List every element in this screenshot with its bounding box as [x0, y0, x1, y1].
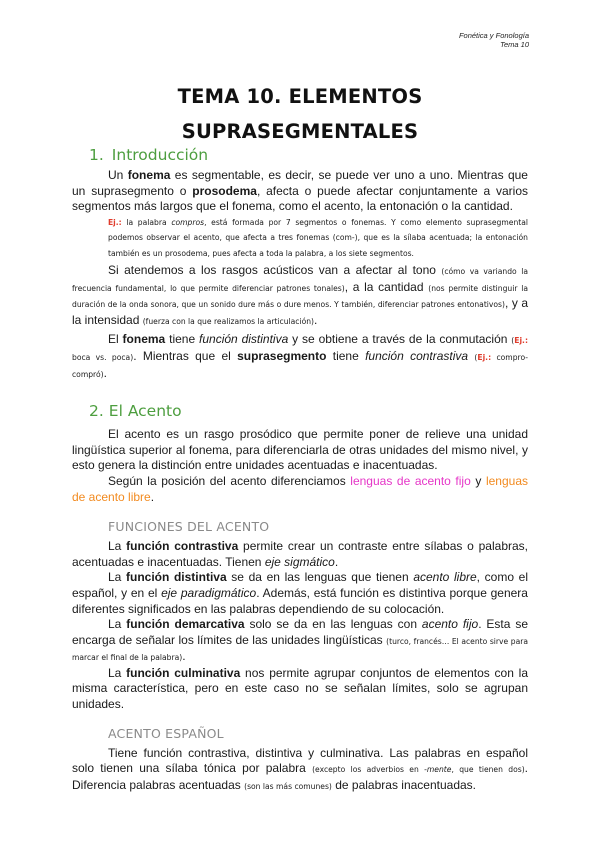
section-number: 1.: [89, 146, 104, 164]
example-label: Ej.:: [108, 217, 122, 227]
term-acento-libre: lenguas de acento libre: [72, 473, 528, 504]
text: La: [108, 570, 126, 585]
document-body: [72, 145, 528, 794]
term: función demarcativa: [126, 617, 245, 632]
text: .: [103, 365, 107, 380]
term-italic: acento libre: [413, 570, 477, 585]
text: es segmentable, es decir, se puede ver uno a uno. Mientras que un suprasegmento o: [72, 168, 528, 198]
example-label: Ej.:: [477, 352, 492, 362]
text: Si atendemos a los rasgos acústicos van a afectar al tono: [108, 263, 442, 277]
funcion-culminativa-paragraph: [72, 666, 528, 713]
text: La: [108, 617, 127, 632]
header-unit: Tema 10: [500, 40, 529, 49]
note: (turco, francés… El acento sirve para marcar el final de la palabra): [72, 636, 529, 663]
text: permite crear un contraste entre sílabas o palabras, acentuadas e inacentuadas. Tienen: [72, 539, 529, 569]
page-title: [0, 79, 600, 149]
text: , a la cantidad: [344, 279, 429, 294]
text: tiene: [326, 348, 366, 363]
intro-paragraph-2: [72, 263, 528, 329]
term: función culminativa: [126, 665, 241, 680]
text: y: [470, 473, 486, 488]
text: , está formada por 7 segmentos o fonemas. Y como elemento suprasegmental podemos observar el acento, que afecta a tres fonemas (com-), que es la sílaba acentuada; la entonación también es un prosodema, pues afecta a toda la palabra, a los siete segmentos.: [108, 217, 528, 258]
title-line-1: TEMA 10. ELEMENTOS: [177, 85, 423, 108]
term: función distintiva: [126, 570, 227, 585]
text: El: [108, 332, 123, 347]
page-header: [459, 31, 529, 49]
text: se da en las lenguas que tienen: [226, 570, 414, 585]
text: .: [182, 649, 186, 664]
text: . Mientras que el: [133, 348, 238, 363]
text: Un: [108, 168, 128, 182]
text: , y a la intensidad: [72, 296, 528, 327]
section-acento-heading: [72, 401, 528, 421]
acento-paragraph-2: [72, 474, 528, 505]
intro-paragraph-1: [72, 168, 528, 215]
example-word: compros: [171, 217, 205, 227]
text: Según la posición del acento diferenciamos: [108, 473, 351, 488]
text: La: [108, 665, 127, 680]
text: de palabras inacentuadas.: [331, 777, 476, 792]
text: nos permite agrupar conjuntos de elementos con la misma característica, pero en este caso no se señalan límites, solo se agrupan unidades.: [72, 665, 529, 712]
section-title: El Acento: [108, 402, 182, 421]
funcion-contrastiva-paragraph: [72, 539, 528, 570]
note: (cómo va variando la frecuencia fundamental, lo que permite diferenciar patrones tonales): [72, 267, 528, 293]
note: (excepto los adverbios en -: [312, 765, 427, 775]
funcion-distintiva-paragraph: [72, 570, 528, 617]
term-funcion-contrastiva: función contrastiva: [365, 348, 469, 363]
note: compro- compró): [72, 352, 529, 379]
term-italic: acento fijo: [421, 617, 479, 632]
funcion-demarcativa-paragraph: [72, 617, 528, 666]
note: (: [511, 336, 515, 346]
text: .: [334, 554, 339, 569]
text: la palabra: [121, 217, 172, 227]
term-italic: eje sigmático: [264, 554, 335, 569]
note: (son las más comunes): [244, 781, 332, 791]
text: .: [314, 312, 318, 327]
section-number: 2.: [89, 402, 104, 421]
note: (fuerza con la que realizamos la articulación): [142, 316, 315, 326]
acento-espanol-heading: ACENTO ESPAÑOL: [108, 725, 224, 741]
text: y se obtiene a través de la conmutación: [288, 332, 512, 347]
term: función contrastiva: [126, 539, 239, 554]
term-acento-fijo: lenguas de acento fijo: [350, 473, 471, 488]
term-prosodema: prosodema: [192, 183, 257, 198]
note: (nos permite distinguir la duración de la onda sonora, que un sonido dure más o dure menos. Y también, diferenciar patrones entonativos): [72, 283, 528, 310]
text: .: [150, 489, 155, 504]
term-fonema: fonema: [122, 332, 166, 347]
title-line-2: SUPRASEGMENTALES: [181, 120, 419, 143]
example-compros: [72, 215, 528, 261]
acento-espanol-paragraph: [72, 746, 528, 795]
acento-paragraph-1: El acento es un rasgo prosódico que permite poner de relieve una unidad lingüística superior al fonema, para diferenciarla de otras unidades del mismo nivel, y esto genera la distinción entre unidades acentuadas e inacentuadas.: [72, 427, 528, 473]
funciones-heading: FUNCIONES DEL ACENTO: [108, 519, 270, 535]
text: solo se da en las lenguas con: [244, 617, 422, 632]
text: , como el español, y en el: [72, 570, 528, 600]
text: . Esta se encarga de señalar los límites de las unidades lingüísticas: [72, 617, 529, 647]
text: . Diferencia palabras acentuadas: [72, 761, 529, 792]
intro-paragraph-3: [72, 332, 528, 382]
note: , que tienen dos): [451, 765, 525, 775]
term-suprasegmento: suprasegmento: [237, 348, 327, 363]
term-fonema: fonema: [127, 168, 171, 182]
section-introduccion-heading: [72, 145, 528, 165]
header-subject: Fonética y Fonología: [458, 31, 529, 40]
note: (: [474, 352, 478, 362]
text: . Además, está función es distintiva porque genera diferentes significados en las palabras dependiendo de su colocación.: [72, 585, 528, 616]
term-funcion-distintiva: función distintiva: [199, 332, 289, 347]
note-italic: mente: [426, 765, 452, 775]
text: tiene: [165, 332, 200, 347]
text: Tiene función contrastiva, distintiva y culminativa. Las palabras en español solo tienen una sílaba tónica por palabra: [72, 745, 528, 776]
section-title: Introducción: [111, 146, 209, 164]
text: La: [108, 539, 127, 554]
example-label: Ej.:: [514, 336, 528, 346]
note: boca vs. poca): [72, 352, 134, 362]
text: , afecta o puede afectar conjuntamente a varios segmentos más largos que el fonema, como el acento, la entonación o la cantidad.: [72, 183, 528, 214]
term-italic: eje paradigmático: [161, 585, 257, 600]
